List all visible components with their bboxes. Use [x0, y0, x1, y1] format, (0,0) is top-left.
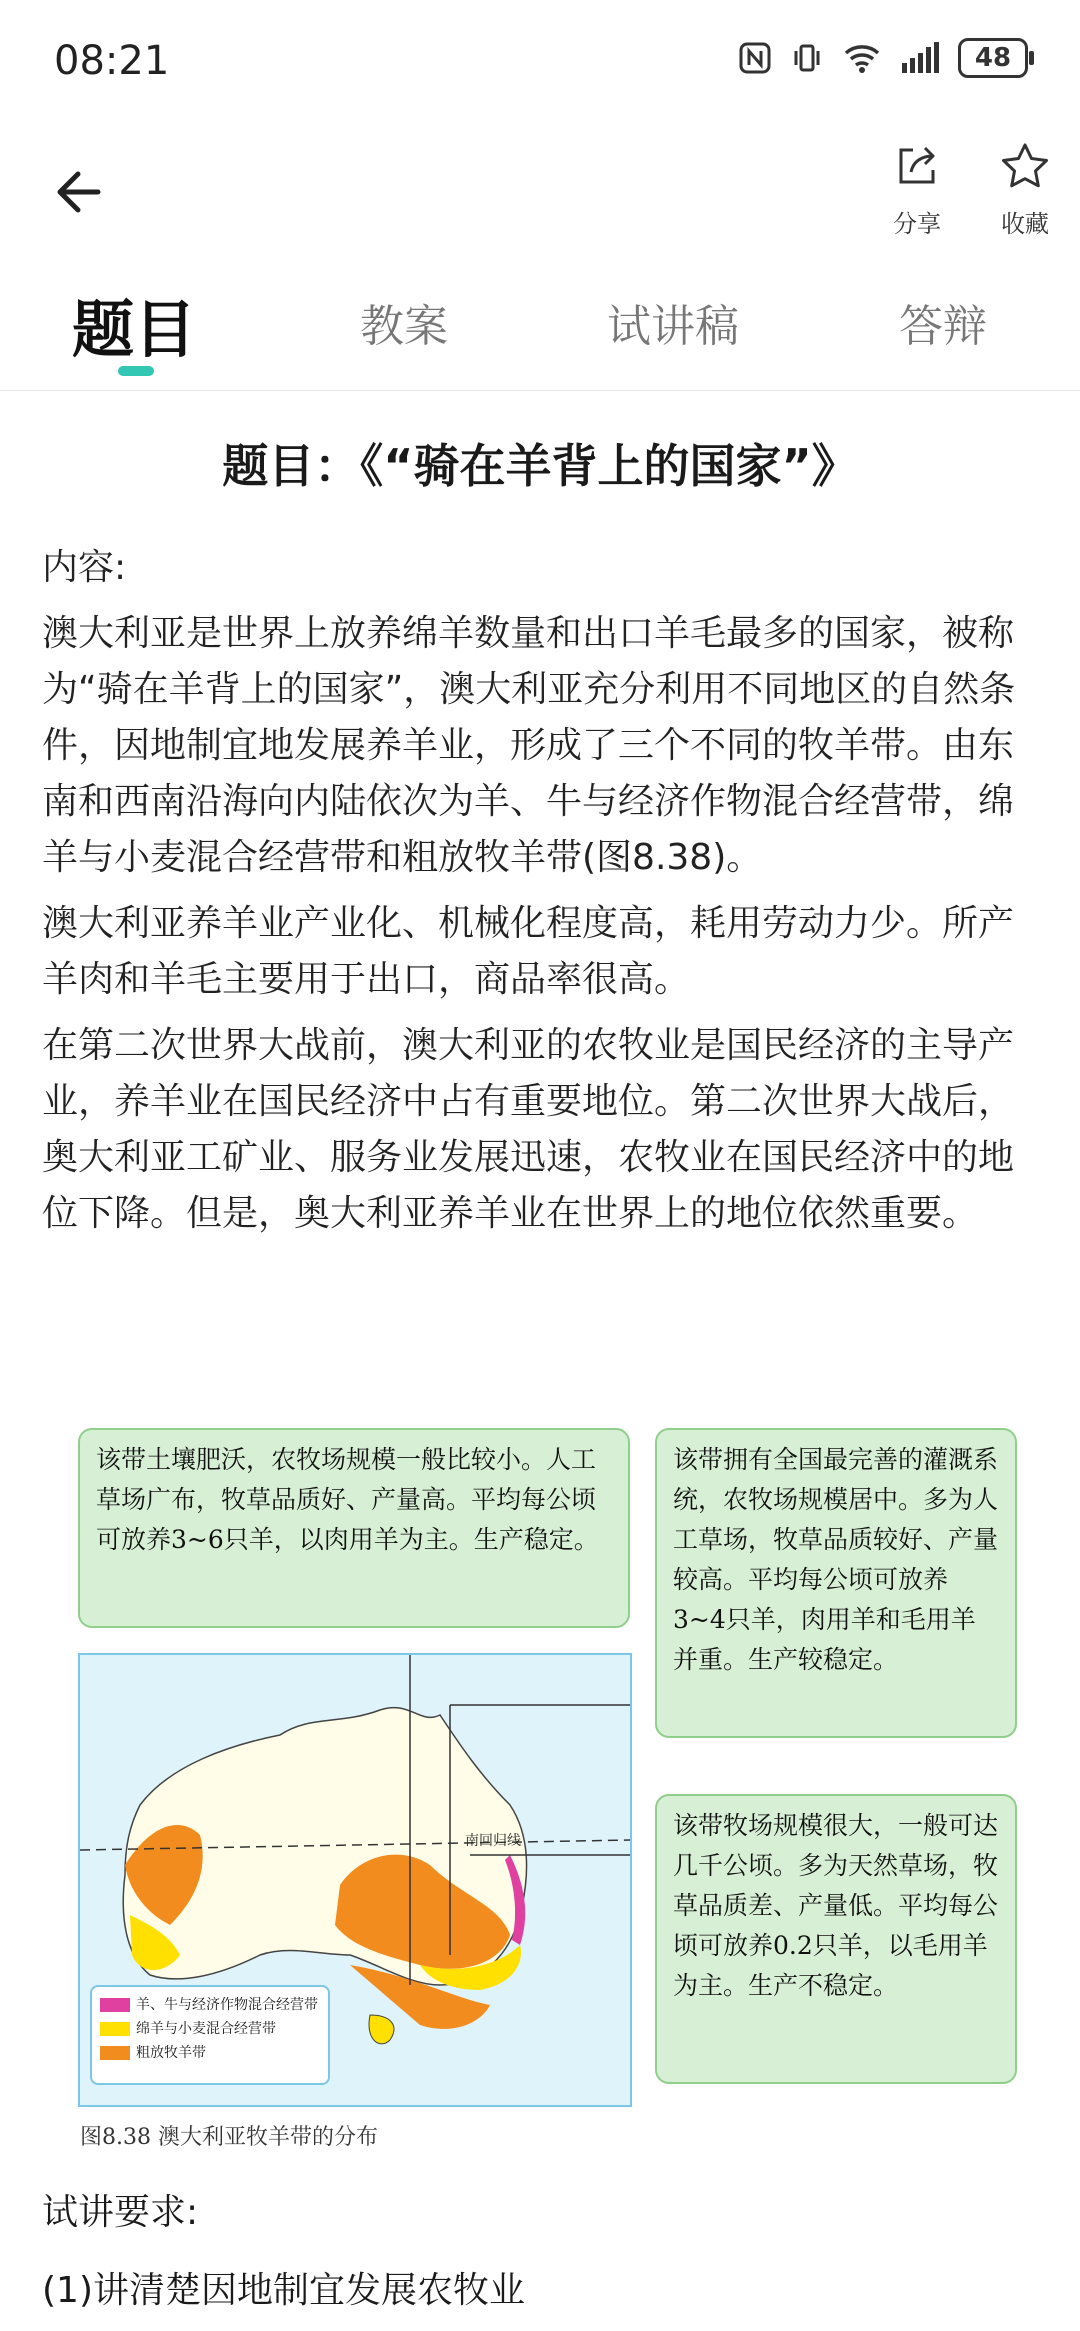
app-bar	[0, 120, 1080, 260]
tab-bar	[0, 270, 1080, 391]
status-time: 08:21	[54, 38, 170, 84]
share-icon	[891, 140, 943, 192]
page-title: 题目：《“骑在羊背上的国家”》	[222, 439, 858, 493]
legend-swatch	[100, 2022, 130, 2036]
tab-lecture-script[interactable]: 试讲稿	[607, 301, 739, 352]
legend-label: 绵羊与小麦混合经营带	[136, 2021, 276, 2037]
legend-item	[100, 1993, 320, 2017]
battery-indicator: 48	[958, 38, 1028, 78]
requirement-item: (1)讲清楚因地制宜发展农牧业	[42, 2270, 525, 2311]
figure-caption: 图8.38 澳大利亚牧羊带的分布	[80, 2125, 378, 2150]
star-icon	[999, 140, 1051, 192]
requirements-label: 试讲要求:	[42, 2192, 199, 2233]
question-content	[42, 430, 1038, 1252]
vibrate-icon	[790, 41, 824, 75]
legend-item	[100, 2041, 320, 2065]
paragraph: 在第二次世界大战前，澳大利亚的农牧业是国民经济的主导产业，养羊业在国民经济中占有重要地位。第二次世界大战后，奥大利亚工矿业、服务业发展迅速，农牧业在国民经济中的地位下降。但是，奥大利亚养羊业在世界上的地位依然重要。	[42, 1025, 1015, 1234]
back-button[interactable]	[48, 160, 112, 224]
legend-swatch	[100, 1998, 130, 2012]
content-label: 内容:	[42, 547, 127, 588]
annotation-box-bottom-right: 该带牧场规模很大，一般可达几千公顷。多为天然草场，牧草品质差、产量低。平均每公顷可放养0.2只羊，以毛用羊为主。生产不稳定。	[655, 1794, 1017, 2084]
legend-label: 羊、牛与经济作物混合经营带	[136, 1997, 318, 2013]
active-tab-indicator	[118, 366, 154, 376]
favorite-button[interactable]	[980, 140, 1070, 239]
australia-map	[78, 1653, 632, 2107]
nfc-icon	[738, 41, 772, 75]
tab-question[interactable]: 题目	[72, 293, 197, 366]
legend-item	[100, 2017, 320, 2041]
wifi-icon	[842, 41, 882, 75]
legend-label: 粗放牧羊带	[136, 2045, 206, 2061]
paragraph: 澳大利亚养羊业产业化、机械化程度高，耗用劳动力少。所产羊肉和羊毛主要用于出口，商品率很高。	[42, 903, 1015, 1000]
annotation-box-top-left: 该带土壤肥沃，农牧场规模一般比较小。人工草场广布，牧草品质好、产量高。平均每公顷可放养3~6只羊，以肉用羊为主。生产稳定。	[78, 1428, 630, 1628]
share-button[interactable]	[872, 140, 962, 239]
tab-defense[interactable]: 答辩	[899, 301, 987, 352]
paragraph: 澳大利亚是世界上放养绵羊数量和出口羊毛最多的国家，被称为“骑在羊背上的国家”，澳大利亚充分利用不同地区的自然条件，因地制宜地发展养羊业，形成了三个不同的牧羊带。由东南和西南沿海向内陆依次为羊、牛与经济作物混合经营带，绵羊与小麦混合经营带和粗放牧羊带(图8.38)。	[42, 613, 1016, 878]
share-label: 分享	[893, 210, 941, 238]
annotation-box-top-right: 该带拥有全国最完善的灌溉系统，农牧场规模居中。多为人工草场，牧草品质较好、产量较高。平均每公顷可放养3~4只羊，肉用羊和毛用羊并重。生产较稳定。	[655, 1428, 1017, 1738]
back-arrow-icon	[48, 160, 112, 224]
tab-lesson-plan[interactable]: 教案	[360, 301, 448, 352]
tropic-of-capricorn-label: 南回归线	[465, 1833, 521, 1849]
status-bar	[0, 0, 1080, 120]
status-icons	[738, 38, 1028, 78]
signal-icon	[900, 41, 940, 75]
map-legend	[90, 1985, 330, 2085]
favorite-label: 收藏	[1001, 210, 1049, 238]
figure-sheep-belts	[70, 1428, 1020, 2150]
legend-swatch	[100, 2046, 130, 2060]
